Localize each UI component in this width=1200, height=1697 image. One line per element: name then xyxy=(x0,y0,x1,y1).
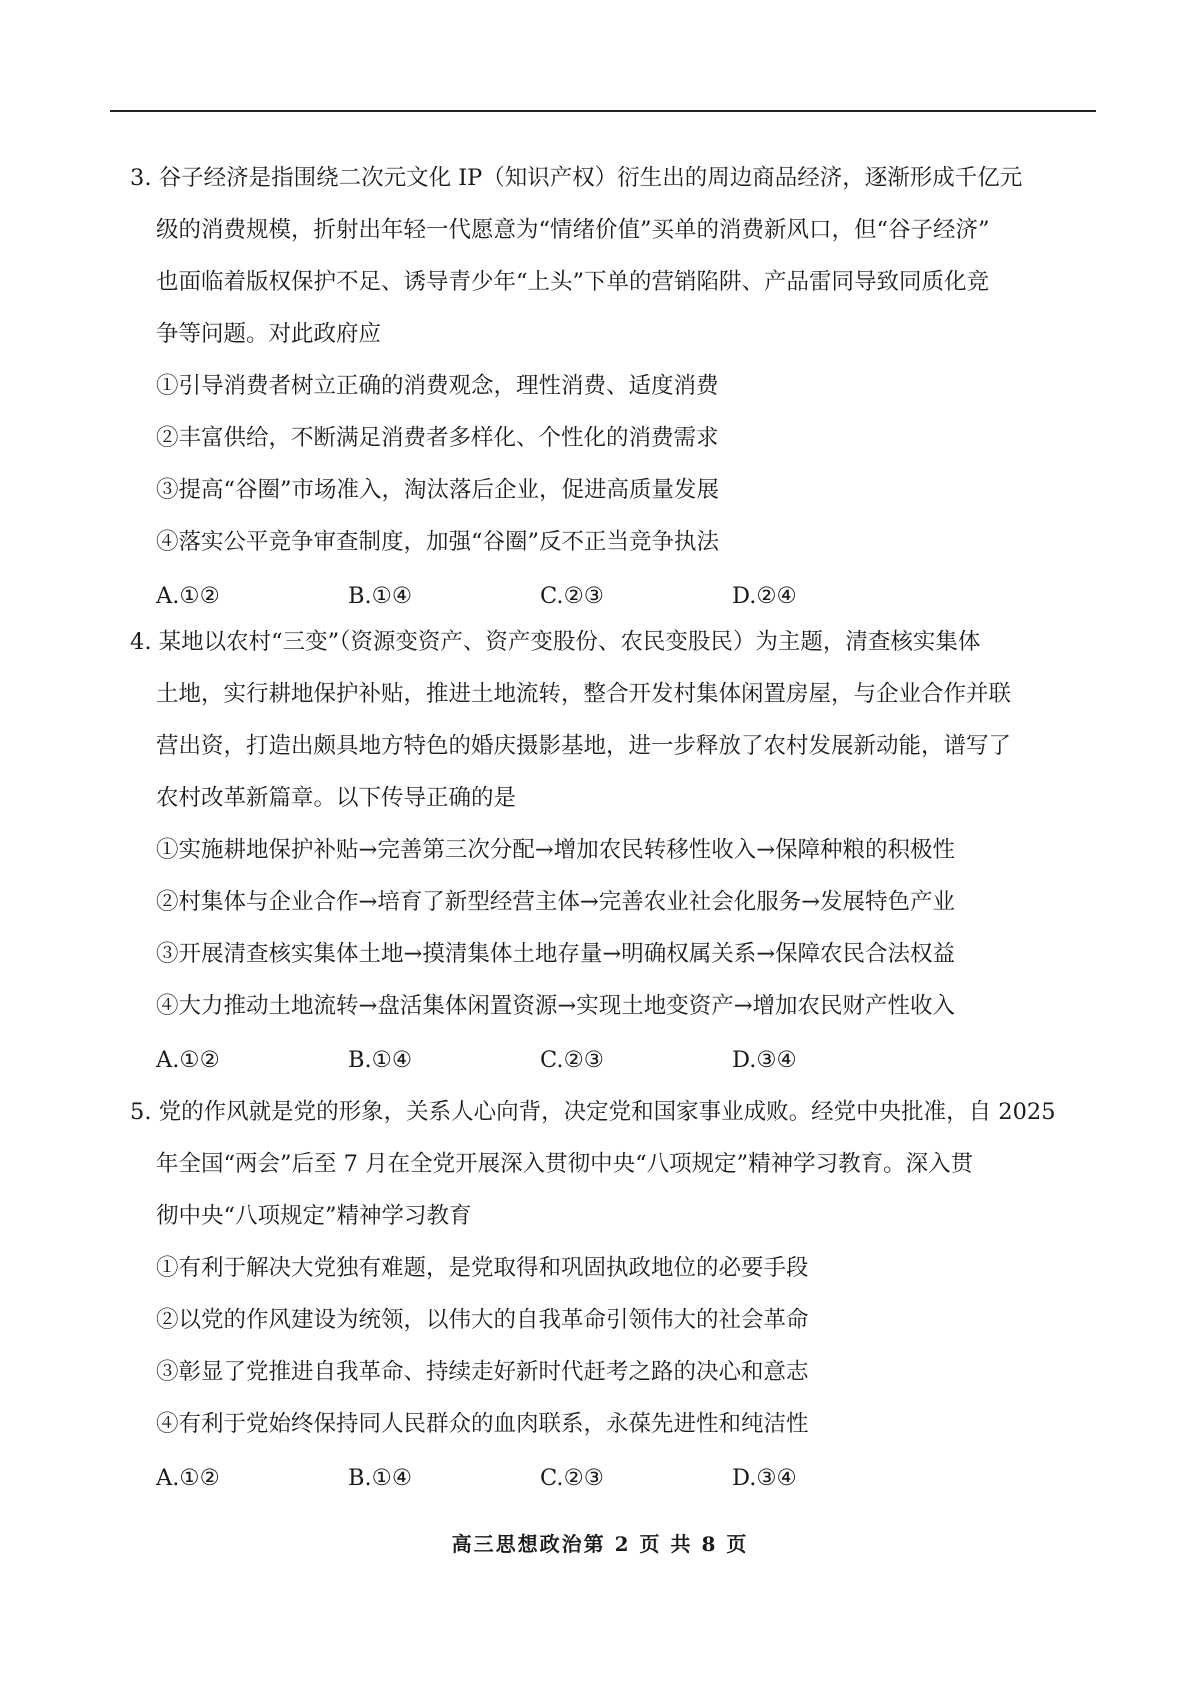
question-3 xyxy=(130,152,1060,624)
question-4 xyxy=(130,616,1060,1088)
answer-choices xyxy=(130,1450,1060,1506)
question-stem-line: 彻中央“八项规定”精神学习教育 xyxy=(156,1203,472,1229)
question-stem-line: 农村改革新篇章。以下传导正确的是 xyxy=(156,785,517,811)
statement-option-1: ①实施耕地保护补贴→完善第三次分配→增加农民转移性收入→保障种粮的积极性 xyxy=(156,837,956,863)
statement-option-3: ③提高“谷圈”市场准入，淘汰落后企业，促进高质量发展 xyxy=(156,477,720,503)
choice-b: B.①④ xyxy=(348,1465,413,1491)
statement-option-4: ④落实公平竞争审查制度，加强“谷圈”反不正当竞争执法 xyxy=(156,529,720,555)
answer-choices xyxy=(130,1032,1060,1088)
choice-d: D.③④ xyxy=(732,1465,797,1491)
choice-c: C.②③ xyxy=(540,583,604,609)
question-5 xyxy=(130,1086,1060,1506)
statement-option-3: ③开展清查核实集体土地→摸清集体土地存量→明确权属关系→保障农民合法权益 xyxy=(156,941,956,967)
statement-option-4: ④有利于党始终保持同人民群众的血肉联系，永葆先进性和纯洁性 xyxy=(156,1411,809,1437)
question-stem-line: 争等问题。对此政府应 xyxy=(156,321,382,347)
statement-option-1: ①引导消费者树立正确的消费观念，理性消费、适度消费 xyxy=(156,373,719,399)
page-footer: 高三思想政治第 2 页 共 8 页 xyxy=(451,1532,749,1556)
choice-c: C.②③ xyxy=(540,1047,604,1073)
choice-a: A.①② xyxy=(156,1465,220,1491)
statement-option-1: ①有利于解决大党独有难题，是党取得和巩固执政地位的必要手段 xyxy=(156,1255,809,1281)
question-stem-line: 5. 党的作风就是党的形象，关系人心向背，决定党和国家事业成败。经党中央批准，自 2025 xyxy=(130,1099,1056,1125)
header-rule xyxy=(110,110,1096,112)
statement-option-2: ②村集体与企业合作→培育了新型经营主体→完善农业社会化服务→发展特色产业 xyxy=(156,889,956,915)
choice-d: D.②④ xyxy=(732,583,797,609)
choice-c: C.②③ xyxy=(540,1465,604,1491)
choice-a: A.①② xyxy=(156,583,220,609)
choice-a: A.①② xyxy=(156,1047,220,1073)
statement-option-2: ②以党的作风建设为统领，以伟大的自我革命引领伟大的社会革命 xyxy=(156,1307,809,1333)
choice-d: D.③④ xyxy=(732,1047,797,1073)
question-stem-line: 也面临着版权保护不足、诱导青少年“上头”下单的营销陷阱、产品雷同导致同质化竞 xyxy=(156,269,990,295)
statement-option-4: ④大力推动土地流转→盘活集体闲置资源→实现土地变资产→增加农民财产性收入 xyxy=(156,993,956,1019)
statement-option-3: ③彰显了党推进自我革命、持续走好新时代赶考之路的决心和意志 xyxy=(156,1359,809,1385)
question-stem-line: 年全国“两会”后至 7 月在全党开展深入贯彻中央“八项规定”精神学习教育。深入贯 xyxy=(156,1151,974,1177)
question-stem-line: 4. 某地以农村“三变”（资源变资产、资产变股份、农民变股民）为主题，清查核实集体 xyxy=(130,629,981,655)
statement-option-2: ②丰富供给，不断满足消费者多样化、个性化的消费需求 xyxy=(156,425,719,451)
question-stem-line: 级的消费规模，折射出年轻一代愿意为“情绪价值”买单的消费新风口，但“谷子经济” xyxy=(156,217,990,243)
choice-b: B.①④ xyxy=(348,583,413,609)
question-stem-line: 营出资，打造出颇具地方特色的婚庆摄影基地，进一步释放了农村发展新动能，谱写了 xyxy=(156,733,1012,759)
choice-b: B.①④ xyxy=(348,1047,413,1073)
question-stem-line: 3. 谷子经济是指围绕二次元文化 IP（知识产权）衍生出的周边商品经济，逐渐形成千亿元 xyxy=(130,165,1023,191)
question-stem-line: 土地，实行耕地保护补贴，推进土地流转，整合开发村集体闲置房屋，与企业合作并联 xyxy=(156,681,1012,707)
